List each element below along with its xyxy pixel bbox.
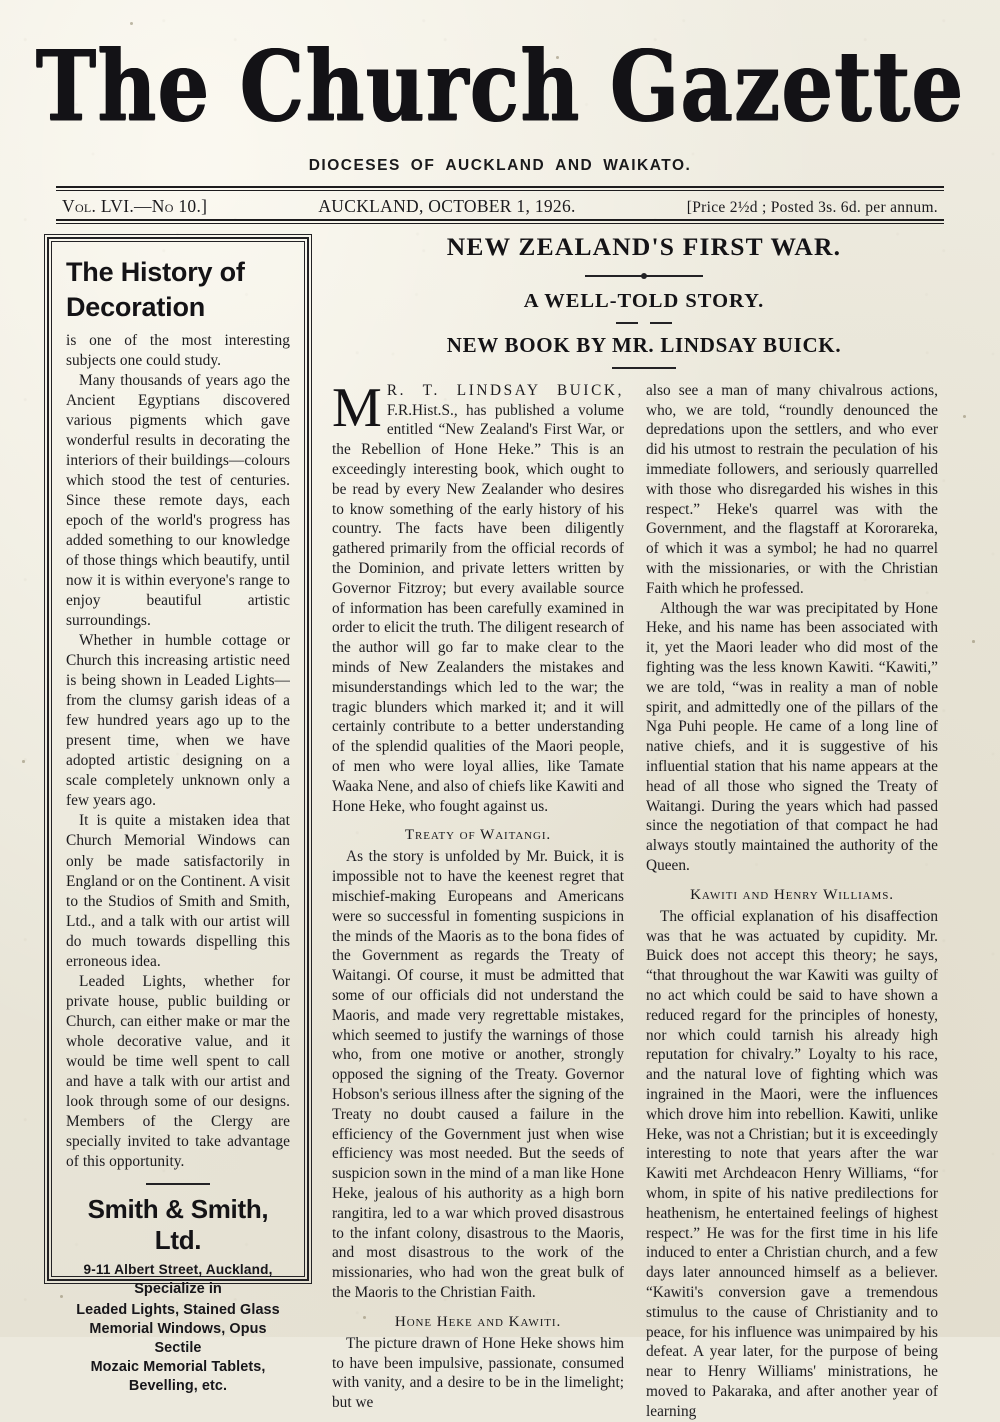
masthead-subtitle: [0, 157, 1000, 175]
article-paragraph: Although the war was precipitated by Hone Heke, and his name has been associated with it, yet the Maori leader who did most of the fighting was the less known Kawiti. “Kawiti,” we are told, “was in reality a man of noble spirit, and admittedly one of the pillars of the Nga Puhi people. He came of a long line of native chiefs, and it is suggestive of his influential station that his name appears at the head of all those who signed the Treaty of Waitangi. During the years which had passed since the negotiation of that compact he had always stoutly maintained the authority of the Queen.: [646, 599, 938, 875]
masthead-rule-top: [56, 186, 944, 191]
place-and-date: AUCKLAND, OCTOBER 1, 1926.: [318, 196, 576, 216]
drop-cap: M: [332, 376, 382, 439]
paper-speck: [972, 640, 975, 643]
article-columns: [332, 376, 956, 1422]
article: [332, 232, 956, 1422]
advertisement-box: [44, 234, 312, 1395]
headline-split-rule: [616, 322, 672, 324]
subtitle-word: DIOCESES: [308, 157, 401, 174]
headline-short-rule: [612, 367, 676, 369]
price-notice: [Price 2½d ; Posted 3s. 6d. per annum.: [686, 199, 938, 216]
subtitle-word: AUCKLAND: [445, 157, 546, 174]
advertisement-paragraph: Leaded Lights, whether for private house, public building or Church, can either make or mar the whole decorative value, and it would be time well spent to call and have a talk with our artist and look through some of our designs. Members of the Clergy are specially invited to take advantage of this opportunity.: [66, 972, 290, 1170]
advertiser-specialize-label: Specialize in: [134, 1280, 222, 1297]
lead-spaced-text: R. T. LINDSAY BUICK,: [386, 381, 624, 399]
advertiser-service-line: Bevelling, etc.: [128, 1378, 228, 1395]
article-paragraph: also see a man of many chivalrous actions, who, we are told, “roundly denounced the depredations upon the settlers, and who ever did his utmost to restrain the peculation of his immediate followers, and seriously quarrelled with those who disregarded his wishes in this respect.” Heke's quarrel was with the Government, and the flagstaff at Kororareka, of which it was a symbol; he had no quarrel with the missionaries, or with the Christian Faith which he professed.: [646, 381, 938, 597]
lead-body-text: F.R.Hist.S., has published a volume entitled “New Zealand's First War, or the Rebellion of Hone Heke.” This is an exceedingly interesting book, which ought to be read by every New Zealander who desires to know something of the early history of his country. The facts have been diligently gathered primarily from the official records of the Dominion, and private letters written by Governor Fitzroy; but every available source of information has been carefully examined in order to elicit the truth. The diligent research of the author will go far to make clear to the minds of New Zealanders the mistakes and misunderstandings which led to the war; the tragic blunders which marked it; and it will certainly contribute to a better understanding of the splendid qualities of the Maori people, of men who were loyal allies, like Tamate Waaka Nene, and also of chiefs like Kawiti and Hone Heke, who fought against us.: [332, 401, 624, 815]
gazette-title: The Church Gazette: [35, 29, 965, 143]
advertiser-name: Smith & Smith, Ltd.: [87, 1193, 269, 1255]
article-column-right: [646, 381, 938, 1422]
subtitle-word: AND: [555, 157, 594, 174]
advertisement-paragraph: Many thousands of years ago the Ancient Egyptians discovered various pigments which gave wonderful results in decorating the interiors of their buildings—colours which stood the test of centuries. Since these remote days, each epoch of the world's progress has added something to our knowledge of those things which beautify, until now it is within everyone's range to enjoy beautiful artistic surroundings.: [66, 372, 290, 630]
article-paragraph: The official explanation of his disaffection was that he was actuated by cupidity. Mr. Buick does not accept this theory; he says, “that throughout the war Kawiti was guilty of no act which could be said to have shown a reduced regard for the principles of honesty, nor which could tarnish his already high reputation for chivalry.” Loyalty to his race, and the natural love of fighting which was ingrained in the Maori, were the influences which drove him into rebellion. Kawiti, unlike Heke, was not a Christian; but it is exceedingly interesting to note that years after the war Kawiti met Archdeacon Henry Williams, “for whom, in spite of his native predilections for heathenism, he entertained feelings of highest respect.” He was for the first time in his life induced to enter a Christian church, and a few days later announced himself as a believer. “Kawiti's conversion gave a tremendous stimulus to the cause of Christianity and to peace, for his influence was unimpaired by his defeat. A year later, for the purpose of being near to Henry Williams' ministrations, he moved to Pakaraka, and after another year of learning: [646, 907, 938, 1420]
page-content: [44, 232, 956, 1420]
article-subheadline: A WELL-TOLD STORY.: [523, 290, 765, 312]
advertisement-border-middle: [47, 237, 309, 1395]
article-book-headline: NEW BOOK BY MR. LINDSAY BUICK.: [446, 333, 842, 357]
article-lead-paragraph: [332, 376, 624, 817]
advertisement-paragraph: It is quite a mistaken idea that Church Memorial Windows can only be made satisfactorily in England or on the Continent. A visit to the Studios of Smith and Smith, Ltd., and a talk with our artist will do much towards dispelling this erroneous idea.: [66, 812, 290, 970]
volume-bar: [62, 196, 938, 217]
advertisement-separator-rule: [146, 1183, 210, 1185]
advertisement-border-inner: [51, 241, 305, 1395]
advertisement-body: [66, 331, 290, 1172]
article-paragraph: As the story is unfolded by Mr. Buick, it is impossible not to have the keenest regret that mischief-making Europeans and Americans were so successful in fomenting suspicions in the minds of the Maoris as to the bona fides of the Government as regards the Treaty of Waitangi. Of course, it must be admitted that some of our officials did not understand the Maoris, and made very regrettable mistakes, which seemed to justify the warnings of those who, from one motive or another, strongly opposed the signing of the Treaty. Governor Hobson's serious illness after the signing of the Treaty no doubt caused a failure in the efficiency of the Government just when wise efficiency was most needed. But the seeds of suspicion sown in the mind of a man like Hone Heke, jealous of his authority as a high born rangitira, led to a war which proved disastrous to the infant colony, disastrous to the Maoris, and most disastrous to the work of the missionaries, who had won the great bulk of the Maoris to the Christian Faith.: [332, 848, 624, 1301]
subheading-treaty-of-waitangi: Treaty of Waitangi.: [404, 826, 552, 844]
volume-number: Vol. LVI.—No 10.]: [62, 196, 208, 216]
advertiser-address: 9-11 Albert Street, Auckland,: [83, 1261, 273, 1277]
advertisement-paragraph: is one of the most interesting subjects one could study.: [66, 332, 290, 370]
subtitle-word: WAIKATO.: [603, 157, 692, 174]
subheading-hone-heke-and-kawiti: Hone Heke and Kawiti.: [394, 1312, 562, 1330]
advertiser-service-line: Mozaic Memorial Tablets,: [90, 1359, 266, 1376]
advertiser-services: [66, 1301, 290, 1397]
article-paragraph: The picture drawn of Hone Heke shows him to have been impulsive, passionate, consumed with vanity, and a desire to be in the limelight; but we: [332, 1334, 624, 1412]
advertiser-service-line: Leaded Lights, Stained Glass: [76, 1301, 280, 1318]
article-headline: NEW ZEALAND'S FIRST WAR.: [446, 232, 842, 261]
advertiser-service-line: Memorial Windows, Opus Sectile: [89, 1321, 267, 1357]
subheading-kawiti-and-henry-williams: Kawiti and Henry Williams.: [690, 885, 894, 903]
paper-speck: [963, 415, 966, 418]
masthead: [0, 29, 1000, 175]
paper-speck: [130, 22, 133, 25]
paper-speck: [22, 760, 25, 763]
advertisement-paragraph: Whether in humble cottage or Church this increasing artistic need is being shown in Leaded Lights—from the clumsy garish ideas of a few hundred years ago up to the present time, when we have adopted artistic designing on a scale completely unknown only a few years ago.: [66, 632, 290, 810]
advertisement-headline: The History of Decoration: [66, 257, 245, 322]
masthead-rule-bottom: [56, 219, 944, 224]
headline-dot-rule: [585, 271, 703, 281]
article-column-middle: [332, 376, 624, 1422]
subtitle-word: OF: [410, 157, 436, 174]
